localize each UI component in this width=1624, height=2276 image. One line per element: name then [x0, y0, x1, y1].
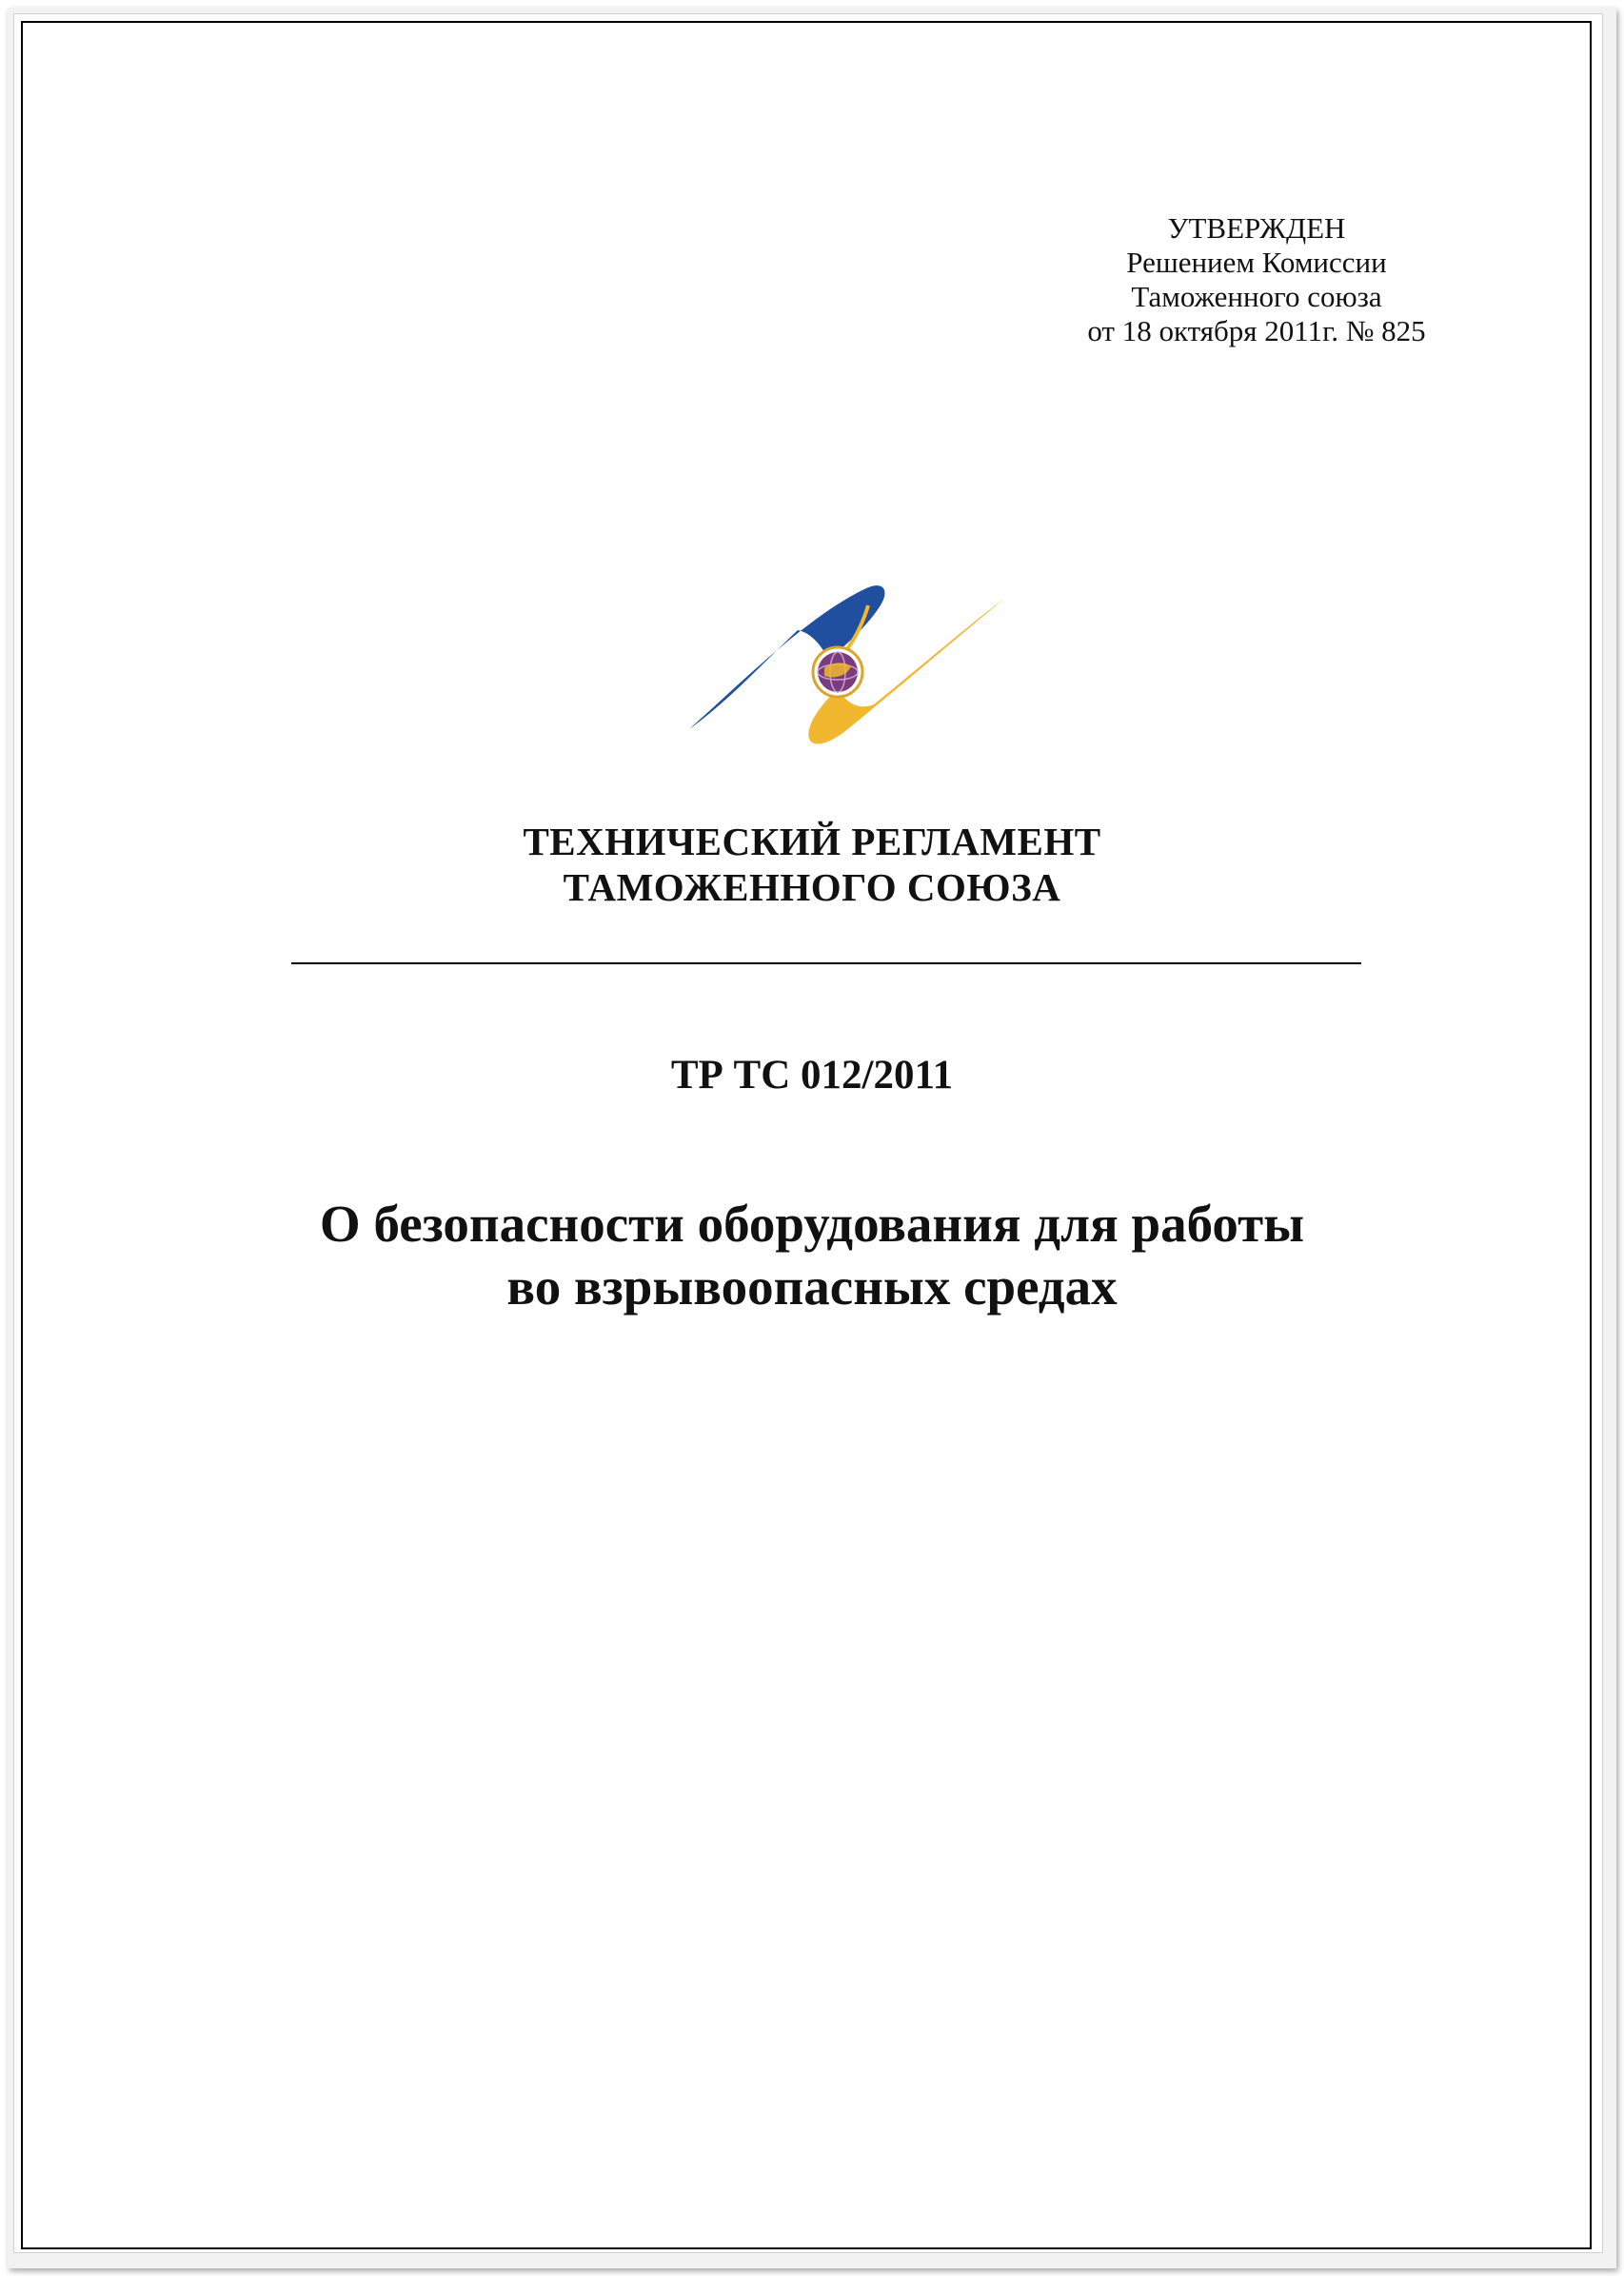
regulation-title	[241, 819, 1383, 910]
approval-line-union: Таможенного союза	[1131, 280, 1382, 313]
approval-line-approved: УТВЕРЖДЕН	[1167, 211, 1346, 245]
approval-line-date: от 18 октября 2011г. № 825	[1087, 314, 1426, 347]
title-divider	[291, 962, 1361, 964]
document-code: ТР ТС 012/2011	[670, 1053, 954, 1098]
regulation-title-line2: ТАМОЖЕННОГО СОЮЗА	[563, 865, 1061, 909]
document-subject-line1: О безопасности оборудования для работы	[319, 1195, 1305, 1253]
document-subject	[193, 1193, 1431, 1318]
page-border	[21, 21, 1592, 2249]
customs-union-logo	[685, 577, 1009, 758]
approval-stamp	[1047, 211, 1466, 348]
approval-line-decision: Решением Комиссии	[1126, 246, 1387, 279]
regulation-title-line1: ТЕХНИЧЕСКИЙ РЕГЛАМЕНТ	[523, 820, 1101, 863]
globe-icon	[813, 647, 862, 697]
document-subject-line2: во взрывоопасных средах	[506, 1257, 1118, 1316]
